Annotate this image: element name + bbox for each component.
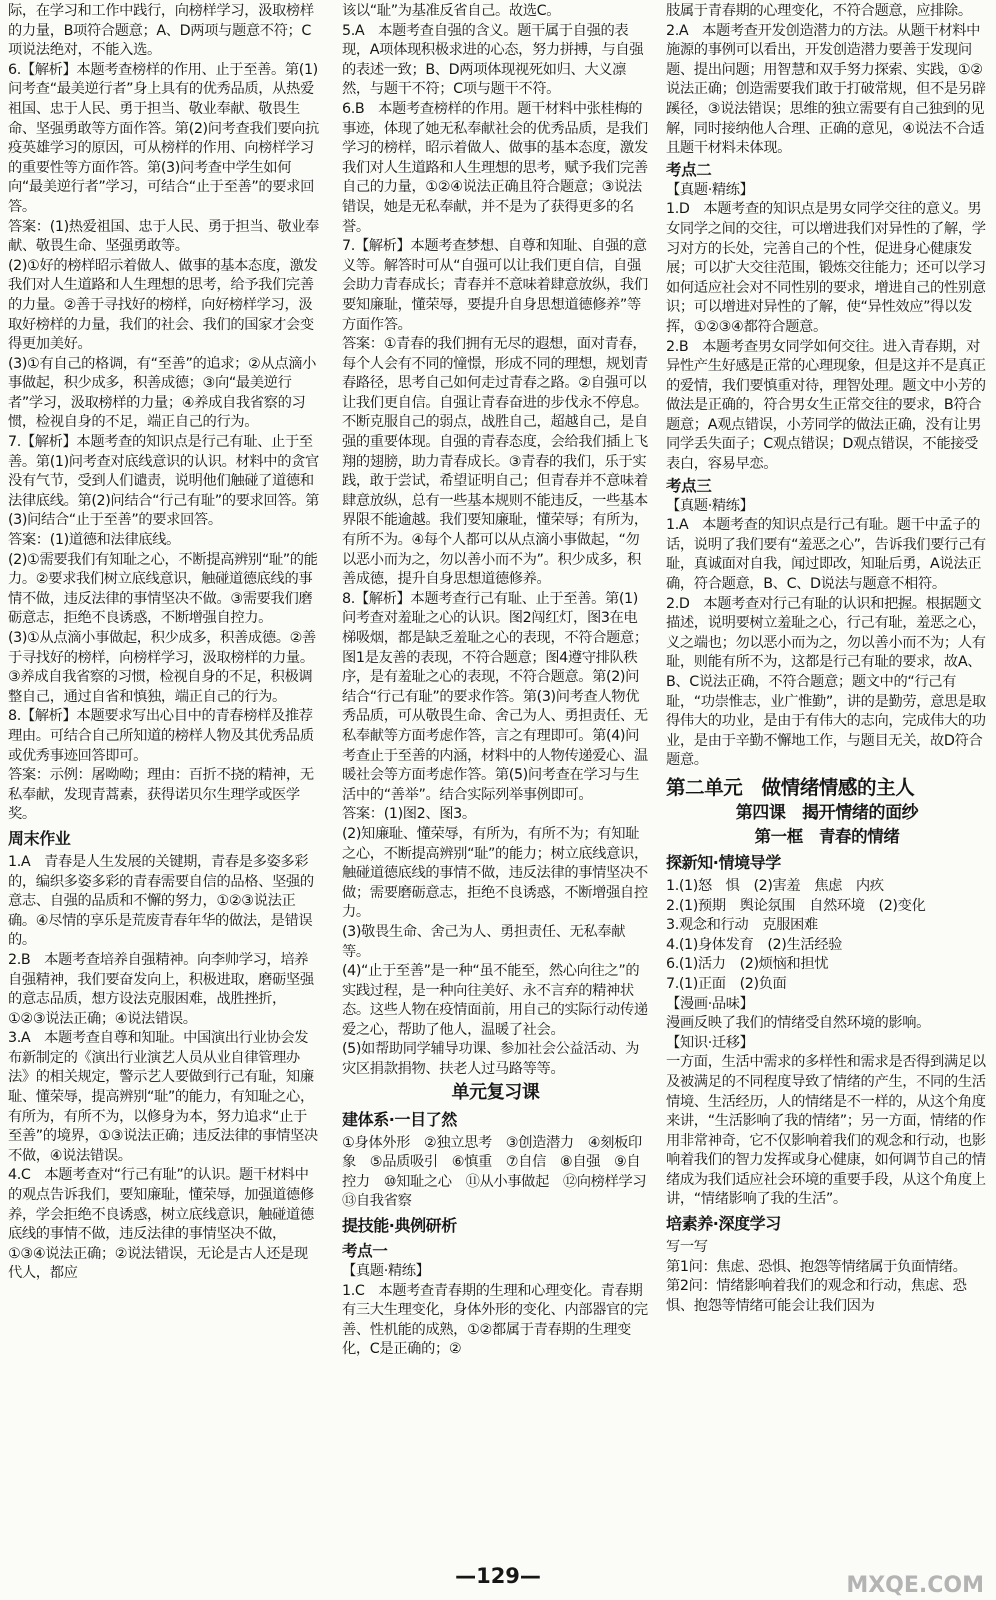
answer-paragraph: 答案：(1)道德和法律底线。 xyxy=(8,532,180,549)
answer-paragraph: (3)①从点滴小事做起，积少成多，积善成德。②善于寻找好的榜样，向榜样学习，汲取榜样的力量。③养成自我省察的习惯，检视自身的不足，积极调整自己，通过自省和慎独，端正自己的行为。 xyxy=(8,630,316,705)
answer-paragraph: 8.【解析】本题要求写出心目中的青春榜样及推荐理由。可结合自己所知道的榜样人物及其优秀品质或优秀事迹回答即可。 xyxy=(8,708,314,764)
answer-paragraph: 1.A 青春是人生发展的关键期，青春是多姿多彩的，编织多姿多彩的青春需要自信的品格、坚强的意志、自强的品质和不懈的努力，①②③说法正确。④尽情的享乐是荒废青春年华的做法，是错误的。 xyxy=(8,853,314,949)
answer-paragraph: 答案：(1)热爱祖国、忠于人民、勇于担当、敬业奉献、敬畏生命、坚强勇敢等。 xyxy=(8,218,319,255)
lesson-title: 第四课 揭开情绪的面纱 xyxy=(735,802,919,823)
answer-paragraph: 2.D 本题考查对行己有耻的认识和把握。根据题文描述，说明要树立羞耻之心，行己有耻，羞恶之心，义之端也；勿以恶小而为之，勿以善小而不为；人有耻，则能有所不为，这都是行己有耻的要求，故A、B、C说法正确，不符合题意；题文中的“行己有耻，“功崇惟志，业广惟勤”，讲的是勤劳，意思是取得伟大的功业，是由于有伟大的志向，完成伟大的功业，是由于辛勤不懈地工作，与题目无关，故D符合题意。 xyxy=(666,595,986,769)
answer-paragraph: 2.B 本题考查男女同学如何交往。进入青春期，对异性产生好感是正常的心理现象，但是这并不是真正的爱情，我们要慎重对待，理智处理。题文中小芳的做法是正确的，符合男女生正常交往的要求，B符合题意；A观点错误，小芳同学的做法正确，没有让男同学丢失面子；C观点错误；D观点错误，不能接受表白，容易早恋。 xyxy=(666,338,986,473)
answer-paragraph: 际，在学习和工作中践行，向榜样学习，汲取榜样的力量，B项符合题意；A、D两项与题意不符；C项说法绝对，不能入选。 xyxy=(8,3,314,59)
answer-paragraph: 写一写 xyxy=(666,1239,708,1256)
answer-paragraph: 6.(1)活力 (2)烦恼和担忧 xyxy=(666,956,829,973)
answer-paragraph: 7.【解析】本题考查的知识点是行己有耻、止于至善。第(1)问考查对底线意识的认识。材料中的贪官没有气节，受到人们谴责，说明他们触碰了道德和法律底线。第(2)问结合“行己有耻”的要求回答。第(3)问结合“止于至善”的要求回答。 xyxy=(8,434,320,529)
topic-heading: 考点二 xyxy=(666,160,712,179)
answer-paragraph: 5.A 本题考查自强的含义。题干属于自强的表现，A项体现积极求进的心态，努力拼搏，与自强的表述一致；B、D两项体现视死如归、大义凛然，与题干不符；C项与题干不符。 xyxy=(342,22,644,98)
answer-paragraph: 6.【解析】本题考查榜样的作用、止于至善。第(1)问考查“最美逆行者”身上具有的优秀品质，从热爱祖国、忠于人民、勇于担当、敬业奉献、敬畏生命、坚强勇敢等方面作答。第(2)问考查我们要向抗疫英雄学习的原因，可从榜样的作用、向榜样学习的重要性等方面作答。第(3)问考查中学生如何向“最美逆行者”学习，可结合“止于至善”的要求回答。 xyxy=(8,61,319,215)
answer-paragraph: 答案：(1)图2、图3。 xyxy=(342,806,476,823)
section-heading: 建体系·一目了然 xyxy=(342,1109,457,1129)
answer-paragraph: (2)知廉耻、懂荣辱，有所为，有所不为；有知耻之心，不断提高辨别“耻”的能力；树立底线意识，触碰道德底线的事情不做，违反法律的事情坚决不做；需要磨砺意志，拒绝不良诱惑，不断增强自控力。 xyxy=(342,825,648,921)
answer-paragraph: 1.C 本题考查青春期的生理和心理变化。青春期有三大生理变化，身体外形的变化、内部器官的完善、性机能的成熟，①②都属于青春期的生理变化，C是正确的；② xyxy=(342,1282,648,1358)
answer-paragraph: 漫画反映了我们的情绪受自然环境的影响。 xyxy=(666,1015,931,1032)
answer-paragraph: 4.C 本题考查对“行己有耻”的认识。题干材料中的观点告诉我们，要知廉耻，懂荣辱，加强道德修养，学会拒绝不良诱惑，树立底线意识，触碰道德底线的事情不做，违反法律的事情坚决不做，①③④说法正确；②说法错误，无论是古人还是现代人，都应 xyxy=(8,1167,314,1282)
answer-paragraph: 4.(1)身体发育 (2)生活经验 xyxy=(666,936,843,953)
answer-paragraph: 2.(1)预期 舆论氛围 自然环境 (2)变化 xyxy=(666,897,926,914)
text-column-right xyxy=(666,2,988,1316)
review-title: 单元复习课 xyxy=(451,1081,540,1103)
answer-paragraph: 【漫画·品味】 xyxy=(666,995,754,1012)
answer-paragraph: 一方面，生活中需求的多样性和需求是否得到满足以及被满足的不同程度导致了情绪的产生，不同的生活情境、生活经历，人的情绪是不一样的，从这个角度来讲，“生活影响了我的情绪”；另一方面，情绪的作用非常神奇，它不仅影响着我们的观念和行动，也影响着我们的智力发挥或身心健康，如何调节自己的情绪成为我们适应社会环境的重要手段，从这个角度上讲，“情绪影响了我的生活”。 xyxy=(666,1054,986,1208)
answer-paragraph: 8.【解析】本题考查行己有耻、止于至善。第(1)问考查对羞耻之心的认识。图2闯红灯，图3在电梯吸烟，都是缺乏羞耻之心的表现，不符合题意；图1是友善的表现，不符合题意；图4遵守排队秩序，是有羞耻之心的表现，不符合题意。第(2)问结合“行己有耻”的要求作答。第(3)问考查人物优秀品质，可从敬畏生命、舍己为人、勇担责任、无私奉献等方面考虑作答，言之有理即可。第(4)问考查止于至善的内涵，材料中的人物传递爱心、温暖社会等方面考虑作答。第(5)问考查在学习与生活中的“善举”。结合实际列举事例即可。 xyxy=(342,590,648,803)
section-heading: 周末作业 xyxy=(8,828,71,848)
answer-paragraph: 答案：①青春的我们拥有无尽的遐想，面对青春，每个人会有不同的憧憬，形成不同的理想，规划青春路径，思考自己如何走过青春之路。②自强可以让我们更自信。自强让青春奋进的步伐永不停息。不断克服自己的弱点，战胜自己，超越自己，是自强的重要体现。自强的青春态度，会给我们插上飞翔的翅膀，助力青春成长。③青春的我们，乐于实践，敢于尝试，希望证明自己；但青春并不意味着肆意放纵，总有一些基本规则不能违反，一些基本界限不能逾越。我们要知廉耻，懂荣辱；有所为，有所不为。④每个人都可以从点滴小事做起，“勿以恶小而为之，勿以善小而不为”。积少成多，积善成德，提升自身思想道德修养。 xyxy=(342,336,648,588)
answer-paragraph: 3.A 本题考查自尊和知耻。中国演出行业协会发布新制定的《演出行业演艺人员从业自律管理办法》的相关规定，警示艺人要做到行己有耻，知廉耻、懂荣辱，提高辨别“耻”的能力，有知耻之心，有所为，有所不为，以修身为本，努力追求“止于至善”的境界，①③说法正确；违反法律的事情坚决不做，④说法错误。 xyxy=(8,1030,318,1164)
answer-paragraph: 【真题·精练】 xyxy=(666,497,754,514)
answer-paragraph: 1.A 本题考查的知识点是行己有耻。题干中孟子的话，说明了我们要有“羞恶之心”，告诉我们要行己有耻，真诚面对自我，闻过即改，知耻后勇，A说法正确，符合题意，B、C、D说法与题意不相符。 xyxy=(666,517,986,593)
answer-paragraph: (3)敬畏生命、舍己为人、勇担责任、无私奉献等。 xyxy=(342,923,626,960)
answer-paragraph: 该以“耻”为基准反省自己。故选C。 xyxy=(342,3,561,19)
answer-paragraph: (2)①需要我们有知耻之心，不断提高辨别“耻”的能力。②要求我们树立底线意识，触碰道德底线的事情不做，违反法律的事情坚决不做。③需要我们磨砺意志，拒绝不良诱惑，不断增强自控力。 xyxy=(8,551,318,627)
text-column-left xyxy=(8,2,320,1284)
answer-paragraph: 2.A 本题考查开发创造潜力的方法。从题干材料中施源的事例可以看出，开发创造潜力要善于发现问题、提出问题；用智慧和双手努力探索、实践，①②说法正确；创造需要我们敢于打破常规，但不是另辟蹊径，③说法错误；思维的独立需要有自己独到的见解，同时接纳他人合理、正确的意见，④说法不合适且题干材料未体现。 xyxy=(666,22,986,157)
answer-paragraph: 第2问：情绪影响着我们的观念和行动，焦虑、恐惧、抱怨等情绪可能会让我们因为 xyxy=(666,1278,967,1314)
section-heading: 探新知·情境导学 xyxy=(666,852,781,872)
frame-title: 第一框 青春的情绪 xyxy=(754,826,900,846)
answer-paragraph: 1.(1)怒 惧 (2)害羞 焦虑 内疚 xyxy=(666,877,884,894)
answer-paragraph: 7.(1)正面 (2)负面 xyxy=(666,975,787,992)
section-heading: 提技能·典例研析 xyxy=(342,1216,457,1236)
answer-paragraph: (3)①有自己的格调，有“至善”的追求；②从点滴小事做起，积少成多，积善成德；③向“最美逆行者”学习，汲取榜样的力量；④养成自我省察的习惯，检视自身的不足，端正自己的行为。 xyxy=(8,355,317,431)
topic-heading: 考点三 xyxy=(666,476,712,495)
answer-paragraph: (4)“止于至善”是一种“虽不能至，然心向往之”的实践过程，是一种向往美好、永不言弃的精神状态。这些人物在疫情面前，用自己的实际行动传递爱之心，帮助了他人，温暖了社会。 xyxy=(342,963,648,1038)
topic-heading: 考点一 xyxy=(342,1242,388,1261)
answer-paragraph: 【真题·精练】 xyxy=(666,181,754,198)
unit-title: 第二单元 做情绪情感的主人 xyxy=(666,775,915,799)
answer-paragraph: (5)如帮助同学辅导功课、参加社会公益活动、为灾区捐款捐物、扶老人过马路等等。 xyxy=(342,1041,639,1078)
answer-paragraph: 【知识·迁移】 xyxy=(666,1034,754,1051)
answer-paragraph: 第1问：焦虑、恐惧、抱怨等情绪属于负面情绪。 xyxy=(666,1258,967,1275)
section-heading: 培素养·深度学习 xyxy=(666,1214,781,1234)
site-watermark: MXQE.COM xyxy=(846,1573,984,1598)
answer-paragraph: ①身体外形 ②独立思考 ③创造潜力 ④刻板印象 ⑤品质吸引 ⑥慎重 ⑦自信 ⑧自强 ⑨自控力 ⑩知耻之心 ⑪从小事做起 ⑫向榜样学习 ⑬自我省察 xyxy=(342,1134,661,1210)
answer-paragraph: 2.B 本题考查培养自强精神。向李帅学习，培养自强精神，我们要奋发向上，积极进取，磨砺坚强的意志品质，想方设法克服困难，战胜挫折，①②③说法正确；④说法错误。 xyxy=(8,951,314,1027)
answer-paragraph: 6.B 本题考查榜样的作用。题干材料中张桂梅的事迹，体现了她无私奉献社会的优秀品质，是我们学习的榜样，昭示着做人、做事的基本态度，激发我们对人生道路和人生理想的思考，赋予我们完善自己的力量，①②④说法正确且符合题意；③说法错误，她是无私奉献，并不是为了获得更多的名誉。 xyxy=(342,100,648,235)
answer-paragraph: 答案：示例：屠呦呦；理由：百折不挠的精神，无私奉献，发现青蒿素，获得诺贝尔生理学或医学奖。 xyxy=(8,767,314,823)
answer-paragraph: 1.D 本题考查的知识点是男女同学交往的意义。男女同学之间的交往，可以增进我们对异性的了解，学习对方的长处，完善自己的个性，促进身心健康发展；可以扩大交往范围，锻炼交往能力；还可以学习如何适应社会对不同性别的要求，增进自己的性别意识；可以增进对异性的了解，使“异性效应”得以发挥，①②③④都符合题意。 xyxy=(666,201,986,335)
answer-paragraph: 【真题·精练】 xyxy=(342,1263,430,1280)
answer-paragraph: 肢属于青春期的心理变化，不符合题意，应排除。 xyxy=(666,3,972,19)
answer-paragraph: 7.【解析】本题考查梦想、自尊和知耻、自强的意义等。解答时可从“自强可以让我们更自信，自强会助力青春成长；青春并不意味着肆意放纵，我们要知廉耻，懂荣辱，要提升自身思想道德修养”等方面作答。 xyxy=(342,238,648,333)
answer-paragraph: 3.观念和行动 克服困难 xyxy=(666,917,818,934)
page-number: —129— xyxy=(455,1564,541,1588)
text-column-middle xyxy=(342,2,661,1360)
answer-paragraph: (2)①好的榜样昭示着做人、做事的基本态度，激发我们对人生道路和人生理想的思考，给予我们完善的力量。②善于寻找好的榜样，向好榜样学习，汲取好榜样的力量，我们的社会、我们的国家才会变得更加美好。 xyxy=(8,257,318,353)
